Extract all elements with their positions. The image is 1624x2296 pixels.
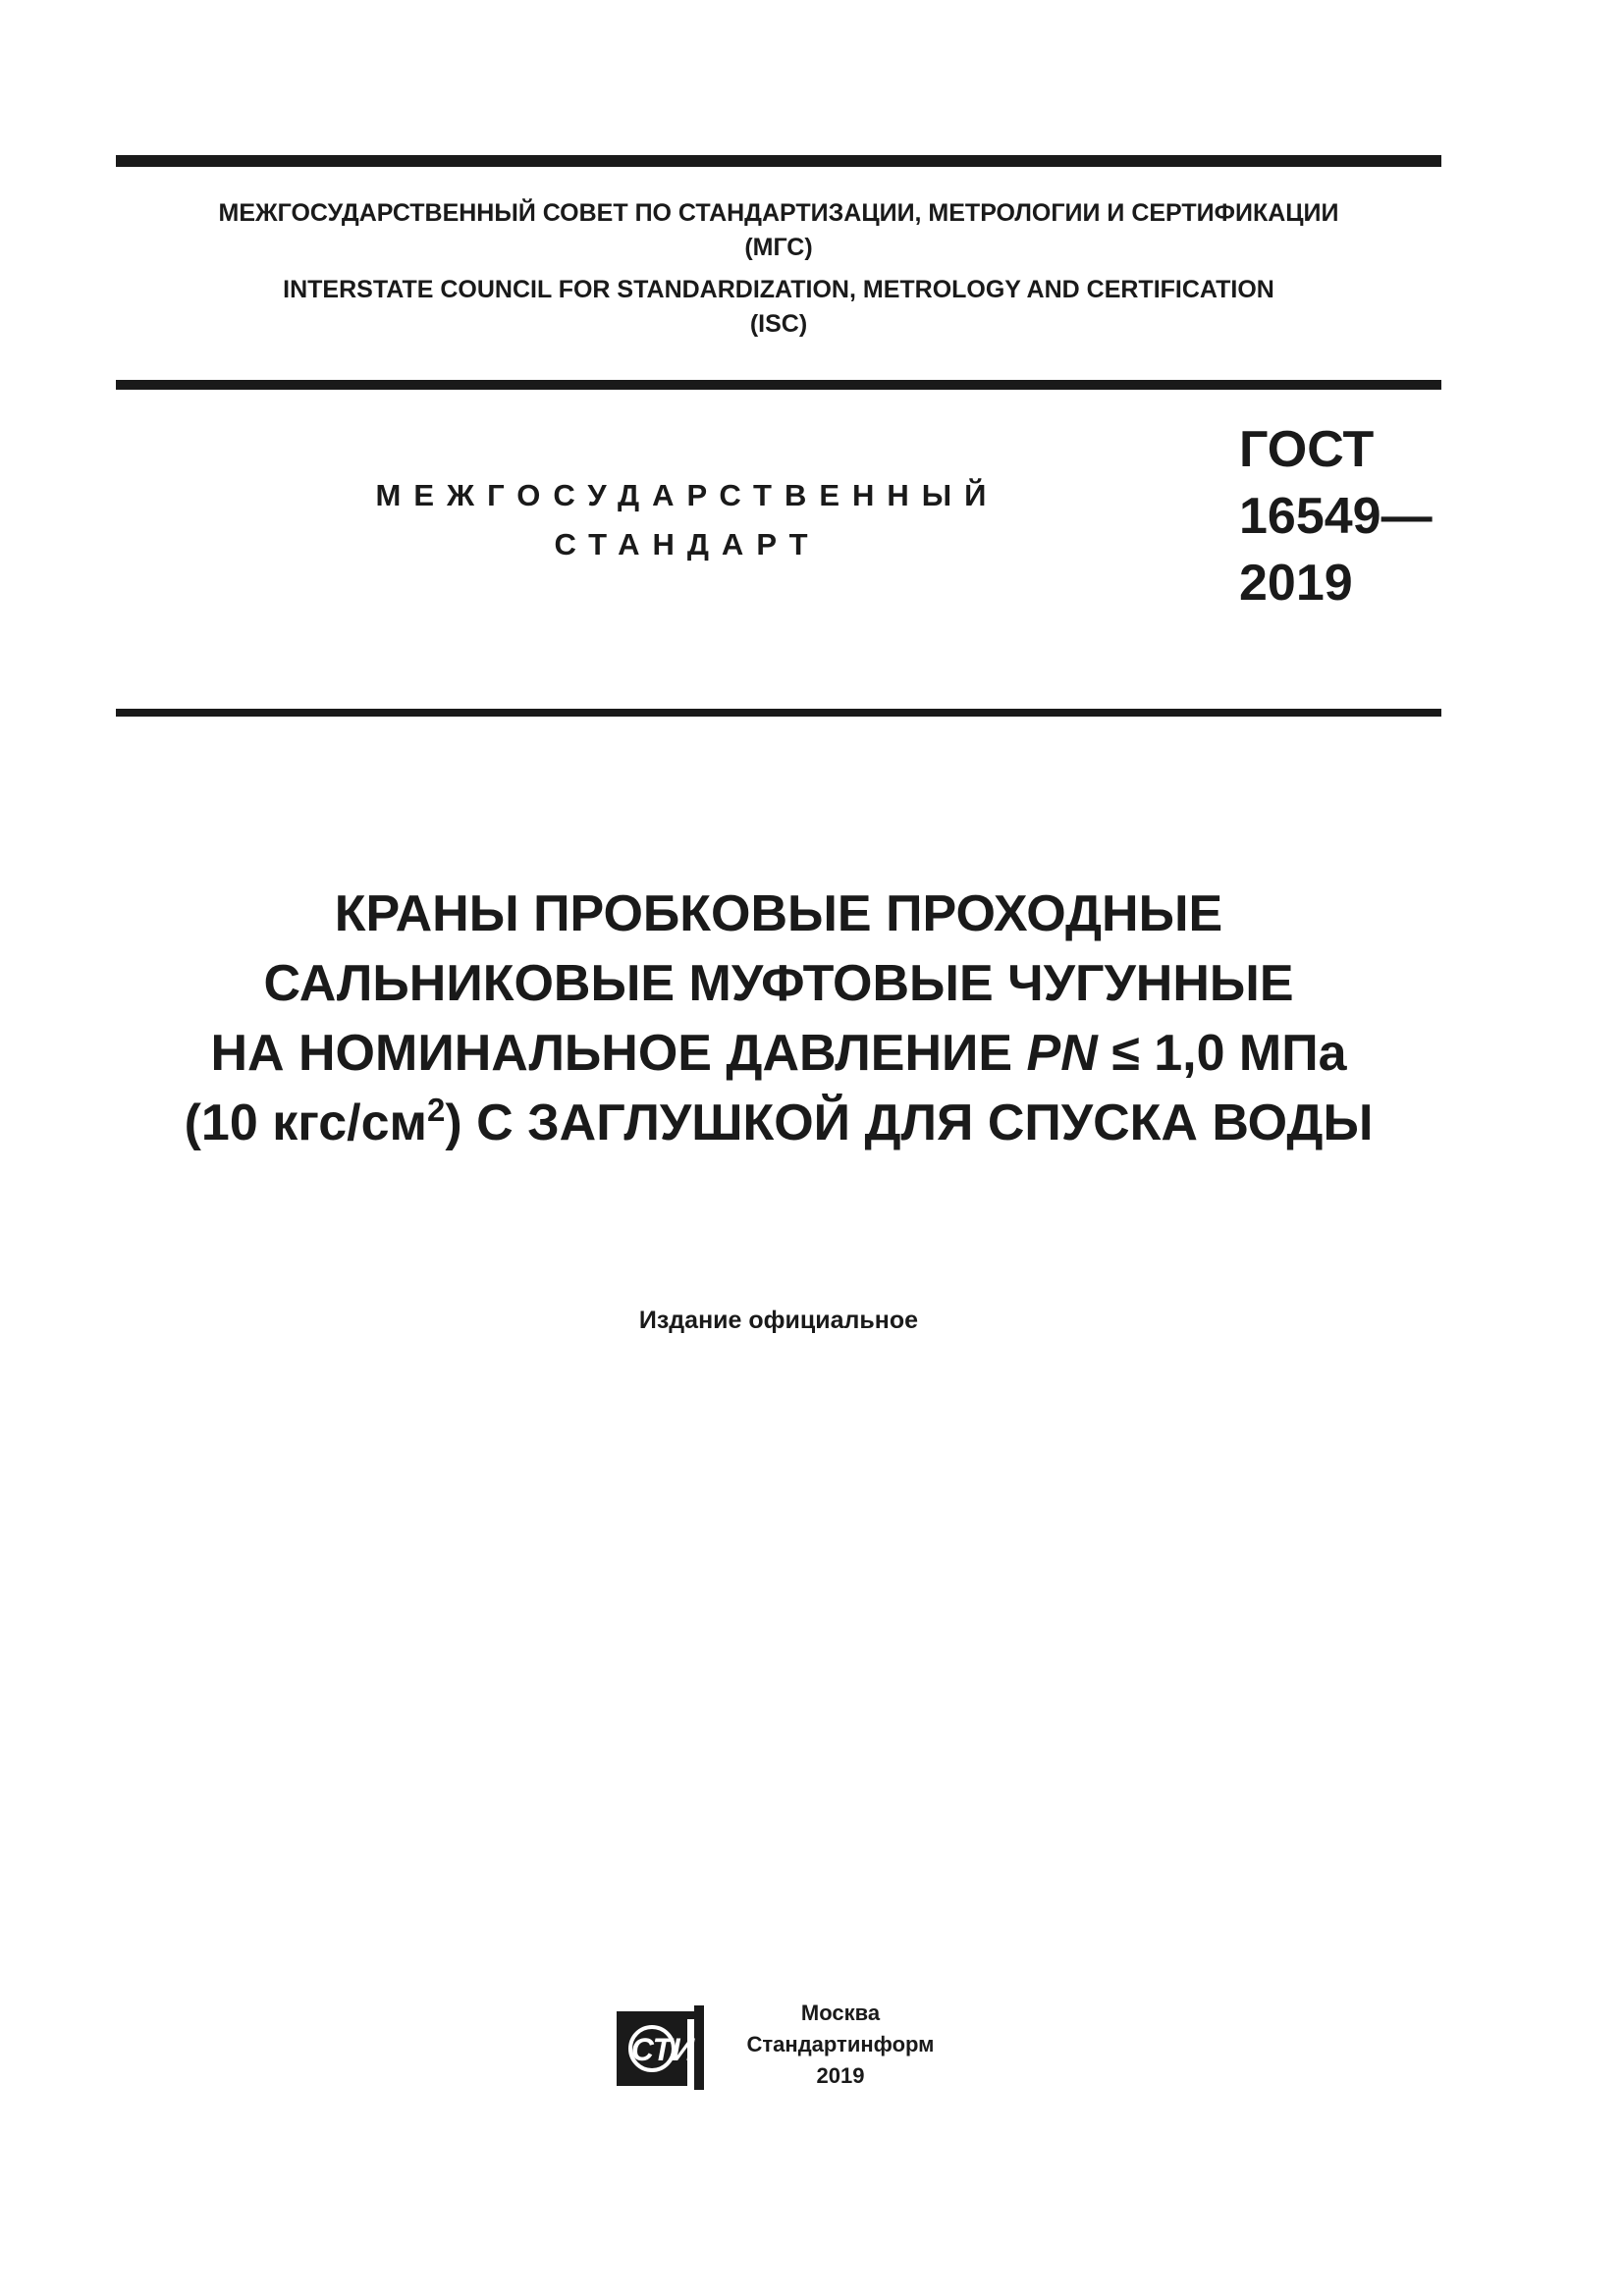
publisher-block: [727, 1998, 954, 2092]
standartinform-logo-icon: [616, 2003, 706, 2094]
title-line-2: САЛЬНИКОВЫЕ МУФТОВЫЕ ЧУГУННЫЕ: [263, 955, 1294, 1012]
document-title: [116, 880, 1441, 1158]
title-superscript: 2: [426, 1092, 446, 1128]
council-name-ru: МЕЖГОСУДАРСТВЕННЫЙ СОВЕТ ПО СТАНДАРТИЗАЦИИ, МЕТРОЛОГИИ И СЕРТИФИКАЦИИ: [218, 199, 1339, 227]
title-pn-symbol: PN: [1026, 1025, 1098, 1082]
council-name-en: INTERSTATE COUNCIL FOR STANDARDIZATION, METROLOGY AND CERTIFICATION: [283, 276, 1274, 303]
title-line-3-start: НА НОМИНАЛЬНОЕ ДАВЛЕНИЕ: [210, 1025, 1027, 1082]
title-line-4: [116, 1089, 1441, 1158]
bottom-rule: [116, 709, 1441, 717]
title-line-3: [116, 1019, 1441, 1089]
title-line-4-start: (10 кгс/см: [184, 1095, 427, 1151]
standard-type-line2: СТАНДАРТ: [554, 527, 821, 561]
publisher-city: Москва: [800, 2001, 881, 2025]
title-line-1: КРАНЫ ПРОБКОВЫЕ ПРОХОДНЫЕ: [334, 885, 1223, 942]
standard-type-label: [363, 471, 1011, 569]
publisher-year: 2019: [816, 2063, 865, 2088]
logo-text: СТИ: [630, 2032, 695, 2067]
council-abbr-en: (ISC): [749, 310, 808, 338]
edition-note: Издание официальное: [638, 1307, 919, 1334]
top-rule: [116, 155, 1441, 167]
council-abbr-ru: (МГС): [744, 234, 813, 261]
council-header: [116, 196, 1441, 342]
title-line-4-end: ) С ЗАГЛУШКОЙ ДЛЯ СПУСКА ВОДЫ: [445, 1095, 1374, 1151]
gost-year: 2019: [1239, 555, 1353, 612]
gost-number: 16549—: [1239, 488, 1433, 545]
middle-rule: [116, 380, 1441, 390]
standard-type-line1: МЕЖГОСУДАРСТВЕННЫЙ: [375, 478, 1000, 512]
gost-designation: [1239, 416, 1433, 616]
publisher-name: Стандартинформ: [746, 2032, 935, 2056]
title-line-3-end: ≤ 1,0 МПа: [1097, 1025, 1347, 1082]
gost-prefix: ГОСТ: [1239, 421, 1375, 478]
